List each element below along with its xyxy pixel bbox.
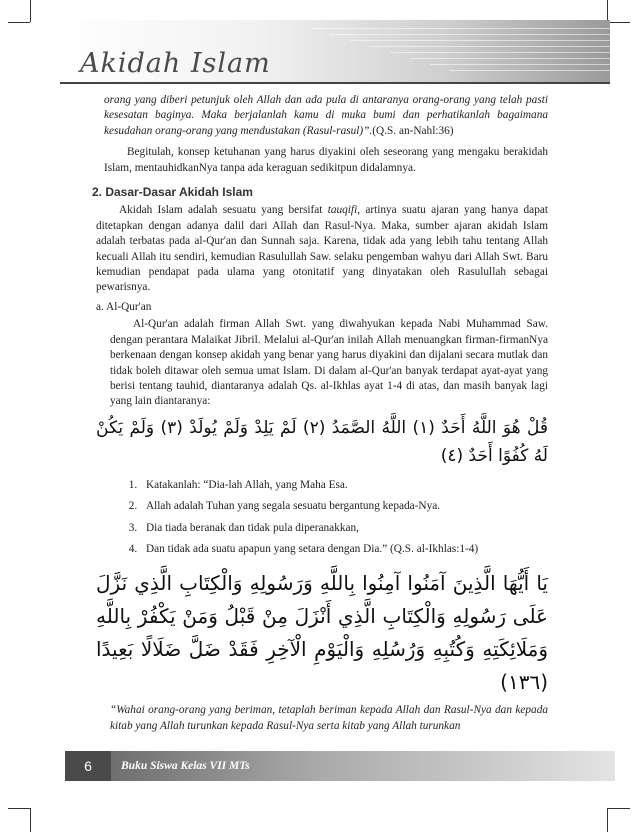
crop-mark-bl-h [8, 808, 30, 809]
crop-mark-br-v [607, 808, 608, 832]
quote-translation: “Wahai orang-orang yang beriman, tetaplah beriman kepada Allah dan Rasul-Nya dan kepada kitab yang Allah turunkan kepada Rasul-Nya serta kitab yang Allah turunkan [110, 704, 548, 732]
crop-mark-tr-h [608, 22, 630, 23]
arabic-al-ikhlas: قُلْ هُوَ اللَّهُ أَحَدٌ (١) اللَّهُ الصَّمَدُ (٢) لَمْ يَلِدْ وَلَمْ يُولَدْ (٣) وَلَمْ يَكُنْ لَهُ كُفُوًا أَحَدٌ (٤) [96, 417, 548, 466]
list-item: 3. Dia tiada beranak dan tidak pula diperanakkan, [140, 521, 548, 536]
crop-mark-bl-v [30, 808, 31, 832]
paragraph-alquran: Al-Qur'an adalah firman Allah Swt. yang diwahyukan kepada Nabi Muhammad Saw. dengan perantara Malaikat Jibril. Melalui al-Qur'an inilah Allah menuangkan firman-firmanNya berkenaan dengan konsep akidah yang benar yang harus diyakini dan dijalani secara mutlak dan tidak boleh ditawar oleh semua umat Islam. Di dalam al-Qur'an banyak terdapat ayat-ayat yang berisi tentang tauhid, diantaranya adalah Qs. al-Ikhlas ayat 1-4 di atas, dan masih banyak lagi yang lain diantaranya: [110, 318, 548, 408]
tauqifi-text-b: , artinya suatu ajaran yang hanya dapat ditetapkan dengan adanya dalil dari Allah dan Rasul-Nya. Maka, sumber ajaran akidah Islam adalah terbatas pada al-Qur'an dan Sunnah saja. Karena, tidak ada yang lebih tahu tentang Allah kecuali Allah itu sendiri, kemudian Rasulullah Saw. selaku pengemban wahyu dari Allah Swt. Baru kemudian pendapat pada ulama yang otonitatif yang dinyatakan oleh Rasulullah sebagai pewarisnya. [96, 204, 548, 294]
quote-an-nahl-ref: (Q.S. an-Nahl:36) [372, 124, 454, 137]
page-number: 6 [65, 751, 111, 781]
section-heading: 2. Dasar-Dasar Akidah Islam [92, 185, 253, 200]
book-title: Buku Siswa Kelas VII MTs [121, 760, 250, 772]
subsection-body [96, 317, 548, 409]
footer [65, 751, 615, 781]
crop-mark-tl-v [30, 0, 31, 22]
header-rule [60, 82, 610, 84]
list-item: 4. Dan tidak ada suatu apapun yang setara dengan Dia.” (Q.S. al-Ikhlas:1-4) [140, 542, 548, 557]
chapter-title: Akidah Islam [80, 48, 271, 79]
quote-an-nahl [96, 93, 548, 139]
subsection-heading: a. Al-Qur'an [96, 300, 152, 313]
crop-mark-tr-v [607, 0, 608, 22]
quote-an-nahl-text: orang yang diberi petunjuk oleh Allah dan ada pula di antaranya orang-orang yang telah pasti kesesatan baginya. Maka berjalanlah kamu di muka bumi dan perhatikanlah bagaimana kesudahan orang-orang yang mendustakan (Rasul-rasul)”. [104, 94, 548, 137]
crop-mark-tl-h [8, 22, 30, 23]
tauqifi-term: tauqifi [327, 204, 358, 217]
header-decoration [280, 22, 610, 82]
translation-list [96, 478, 548, 558]
paragraph-tauqifi [96, 203, 548, 295]
tauqifi-text-a: Akidah Islam adalah sesuatu yang bersifat [119, 204, 328, 217]
list-item: 1. Katakanlah: “Dia-lah Allah, yang Maha Esa. [140, 478, 548, 493]
crop-mark-br-h [608, 808, 630, 809]
list-item: 2. Allah adalah Tuhan yang segala sesuatu bergantung kepada-Nya. [140, 499, 548, 514]
page-content [92, 93, 548, 734]
paragraph-konsep: Begitulah, konsep ketuhanan yang harus diyakini oleh seseorang yang mengaku berakidah Islam, mentauhidkanNya tanpa ada keraguan sedikitpun didalamnya. [104, 146, 548, 174]
arabic-an-nisa: يَا أَيُّهَا الَّذِينَ آمَنُوا آمِنُوا بِاللَّهِ وَرَسُولِهِ وَالْكِتَابِ الَّذِي نَزَّلَ عَلَى رَسُولِهِ وَالْكِتَابِ الَّذِي أَنْزَلَ مِنْ قَبْلُ وَمَنْ يَكْفُرْ بِاللَّهِ وَمَلَائِكَتِهِ وَكُتُبِهِ وَرُسُلِهِ وَالْيَوْمِ الْآخِرِ فَقَدْ ضَلَّ ضَلَالًا بَعِيدًا (١٣٦) [96, 571, 548, 695]
